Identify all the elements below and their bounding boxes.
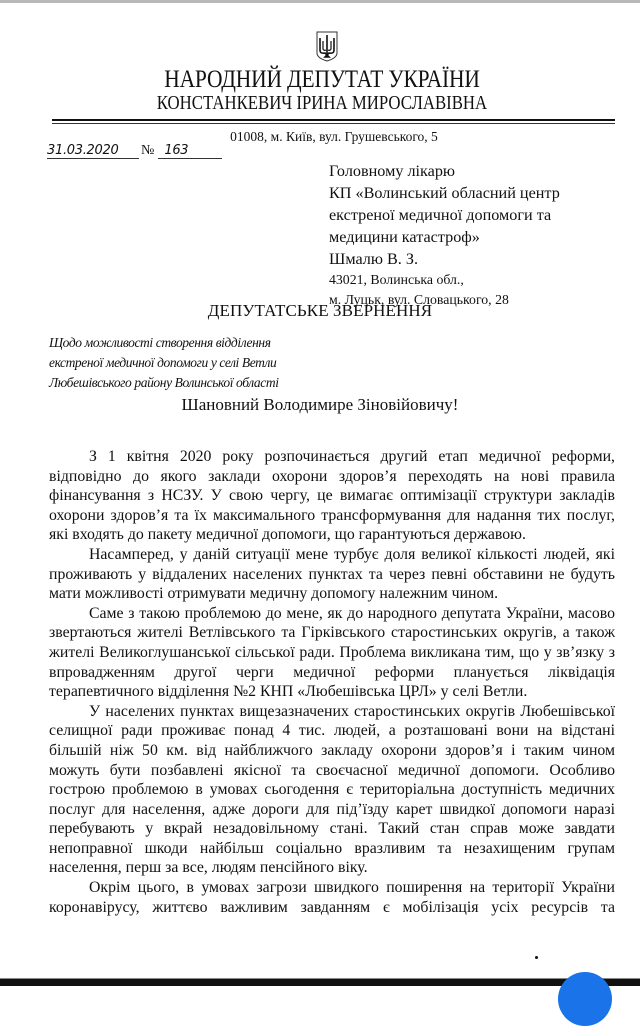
letterhead-rule [52,119,615,121]
recipient-line: екстреної медичної допомоги та [329,206,552,224]
document-body [49,447,615,917]
recipient-line: медицини катастроф» [329,228,480,246]
trident-coat-of-arms-icon [316,31,338,62]
registration-line [47,142,222,162]
document-heading: ДЕПУТАТСЬКЕ ЗВЕРНЕННЯ [207,301,433,320]
subject-line: екстреної медичної допомоги у селі Ветли [49,355,277,370]
number-sign: № [141,143,155,158]
floating-action-button[interactable] [558,972,612,1026]
body-paragraph: З 1 квітня 2020 року розпочинається другий етап медичної реформи, відповідно до якого заклади охорони здоров’я переходять на нові правила фінансування з НСЗУ. У свою чергу, це вимагає оптимізації структури закладів охорони здоров’я та їх максимального трансформування для надання тих послуг, які входять до пакету медичної допомоги, що гарантуються державою. [49,448,615,544]
letterhead-address: 01008, м. Київ, вул. Грушевського, 5 [230,129,438,144]
subject-line: Щодо можливості створення відділення [49,335,271,350]
recipient-line: Головному лікарю [329,162,456,180]
recipient-address-line: м. Луцьк, вул. Словацького, 28 [329,292,509,307]
page-mark [535,956,538,959]
letterhead-name: КОНСТАНКЕВИЧ ІРИНА МИРОСЛАВІВНА [156,93,488,114]
subject-block [49,333,279,393]
body-paragraph: Саме з такою проблемою до мене, як до народного депутата України, масово звертаються жителі Ветлівського та Гірківського старостинських округів, а також жителі Великоглушанської сільської ради. Проблема викликана тим, що у зв’язку з впровадженням другої черги медичної реформи планується ліквідація терапевтичного відділення №2 КНП «Любешівська ЦРЛ» у селі Ветли. [49,604,615,701]
body-paragraph: Насамперед, у даній ситуації мене турбує доля великої кількості людей, які проживають у віддалених населених пунктах та через певні обставини не будуть мати можливості отримувати медичну допомогу належним чином. [49,545,615,603]
subject-line: Любешівського району Волинської області [49,375,279,390]
body-paragraph: Окрім цього, в умовах загрози швидкого поширення на території України коронавірусу, життєво важливим завданням є мобілізація усіх ресурсів та [49,879,615,916]
recipient-line: КП «Волинський обласний центр [329,184,560,202]
body-paragraph: У населених пунктах вищезазначених старостинських округів Любешівської селищної ради проживає понад 4 тис. людей, а розташовані вони на відстані більшій ніж 50 км. від найближчого закладу охорони здоров’я і таким чином можуть бути позбавлені якісної та своєчасної медичної допомоги. Особливо гострою проблемою в умовах сьогодення є територіальна доступність медичних послуг для населення, адже дороги для під’їзду карет швидкої допомоги наразі перебувають у вкрай незадовільному стані. Такий стан справ може завдати непоправної шкоди найбільш соціально вразливим та незахищеним групам населення, перш за все, людям пенсійного віку. [49,702,615,877]
registration-number: 163 [158,143,222,159]
registration-date: 31.03.2020 [47,143,139,159]
recipient-block [329,160,560,310]
greeting: Шановний Володимире Зіновійовичу! [181,395,459,414]
recipient-name: Шмалю В. З. [329,250,419,268]
recipient-address-line: 43021, Волинська обл., [329,272,464,287]
letterhead-rule-thin [52,123,615,124]
letterhead-title: НАРОДНИЙ ДЕПУТАТ УКРАЇНИ [164,66,480,93]
top-border [0,0,640,3]
